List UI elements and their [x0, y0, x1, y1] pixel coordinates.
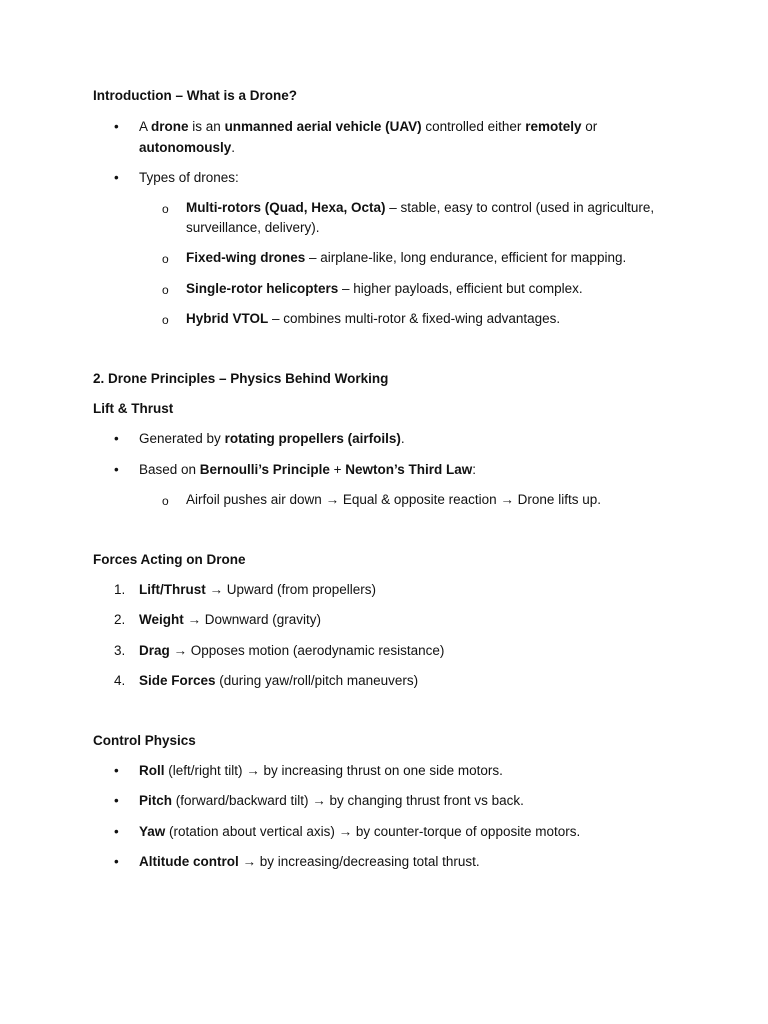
text-run: (rotation about vertical axis) → by counter-torque of opposite motors. — [165, 824, 581, 839]
text-run: is an — [188, 119, 225, 134]
bullet-marker: • — [114, 119, 119, 134]
bold-run: remotely — [525, 119, 582, 134]
text-run: (forward/backward tilt) → by changing thrust front vs back. — [172, 793, 524, 808]
sub-bullet-marker: o — [162, 252, 169, 266]
bold-run: Multi-rotors (Quad, Hexa, Octa) — [186, 200, 386, 215]
control-item-yaw — [139, 822, 580, 842]
bold-run: autonomously — [139, 140, 232, 155]
intro-bullet-types: Types of drones: — [139, 170, 239, 185]
list-number: 3. — [114, 643, 126, 658]
type-item-fixedwing — [186, 248, 626, 268]
sub-bullet-marker: o — [162, 202, 169, 216]
text-run: (left/right tilt) → by increasing thrust on one side motors. — [164, 763, 503, 778]
lift-bullet-laws — [139, 460, 476, 480]
text-run: – stable, easy to control (used in agriculture, — [385, 200, 655, 215]
control-heading: Control Physics — [93, 733, 196, 748]
force-item-lift — [139, 580, 376, 600]
bold-run: Single-rotor helicopters — [186, 281, 339, 296]
bullet-marker: • — [114, 462, 119, 477]
bold-run: Side Forces — [139, 673, 216, 688]
text-run: → Opposes motion (aerodynamic resistance) — [169, 643, 445, 658]
text-run: – airplane-like, long endurance, efficient for mapping. — [305, 250, 627, 265]
type-item-multirotor-cont: surveillance, delivery). — [186, 220, 320, 235]
bold-run: Drag — [139, 643, 170, 658]
bold-run: Altitude control — [139, 854, 239, 869]
sub-bullet-marker: o — [162, 494, 169, 508]
sub-bullet-marker: o — [162, 283, 169, 297]
bullet-marker: • — [114, 824, 119, 839]
intro-bullet-drone-definition-cont — [139, 138, 235, 158]
text-run: → Upward (from propellers) — [205, 582, 377, 597]
bold-run: Fixed-wing drones — [186, 250, 306, 265]
bullet-marker: • — [114, 763, 119, 778]
forces-heading: Forces Acting on Drone — [93, 552, 246, 567]
list-number: 1. — [114, 582, 126, 597]
text-run: A — [139, 119, 152, 134]
bold-run: Newton’s Third Law — [345, 462, 473, 477]
text-run: + — [329, 462, 346, 477]
principles-heading: 2. Drone Principles – Physics Behind Working — [93, 371, 389, 386]
text-run: . — [231, 140, 236, 155]
bold-run: Pitch — [139, 793, 173, 808]
bullet-marker: • — [114, 793, 119, 808]
type-item-hybrid-vtol — [186, 309, 560, 329]
text-run: → Downward (gravity) — [183, 612, 322, 627]
bullet-marker: • — [114, 431, 119, 446]
lift-bullet-propellers — [139, 429, 405, 449]
control-item-altitude — [139, 852, 480, 872]
list-number: 2. — [114, 612, 126, 627]
bullet-marker: • — [114, 170, 119, 185]
text-run: or — [581, 119, 598, 134]
text-run: – combines multi-rotor & fixed-wing advantages. — [268, 311, 561, 326]
bold-run: Hybrid VTOL — [186, 311, 269, 326]
type-item-multirotor — [186, 198, 654, 218]
intro-heading: Introduction – What is a Drone? — [93, 88, 298, 103]
bold-run: Lift/Thrust — [139, 582, 206, 597]
text-run: . — [400, 431, 405, 446]
text-run: (during yaw/roll/pitch maneuvers) — [215, 673, 419, 688]
bold-run: unmanned aerial vehicle (UAV) — [224, 119, 422, 134]
bullet-marker: • — [114, 854, 119, 869]
text-run: controlled either — [421, 119, 526, 134]
bold-run: Bernoulli’s Principle — [199, 462, 330, 477]
lift-thrust-heading: Lift & Thrust — [93, 401, 174, 416]
force-item-weight — [139, 610, 321, 630]
force-item-side — [139, 671, 418, 691]
text-run: Based on — [139, 462, 200, 477]
text-run: → by increasing/decreasing total thrust. — [238, 854, 480, 869]
control-item-pitch — [139, 791, 524, 811]
type-item-single-rotor — [186, 279, 583, 299]
bold-run: Roll — [139, 763, 165, 778]
control-item-roll — [139, 761, 503, 781]
list-number: 4. — [114, 673, 126, 688]
intro-bullet-drone-definition — [139, 117, 597, 137]
text-run: – higher payloads, efficient but complex. — [338, 281, 583, 296]
text-run: Generated by — [139, 431, 225, 446]
bold-run: rotating propellers (airfoils) — [224, 431, 401, 446]
sub-bullet-marker: o — [162, 313, 169, 327]
bold-run: Weight — [139, 612, 184, 627]
bold-run: Yaw — [139, 824, 166, 839]
bold-run: drone — [151, 119, 189, 134]
text-run: : — [472, 462, 476, 477]
force-item-drag — [139, 641, 444, 661]
lift-sub-airfoil: Airfoil pushes air down → Equal & opposite reaction → Drone lifts up. — [186, 492, 601, 507]
